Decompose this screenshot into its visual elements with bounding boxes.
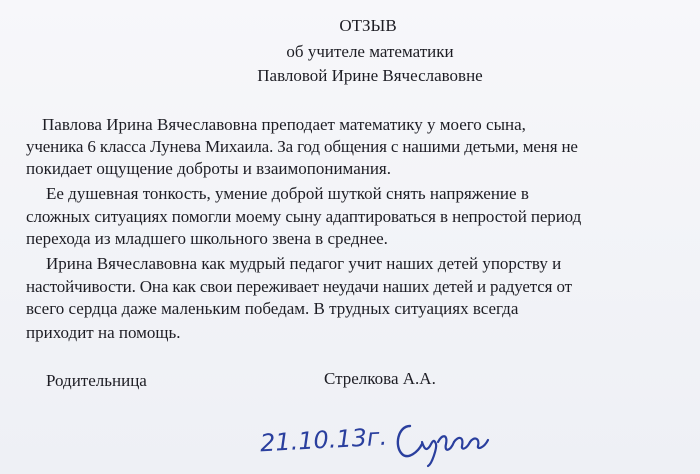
body-line: сложных ситуациях помогли моему сыну адаптироваться в непростой период xyxy=(26,207,582,226)
body-line: всего сердца даже маленьким победам. В трудных ситуациях всегда xyxy=(26,299,519,318)
handwritten-signature xyxy=(388,412,498,470)
document-subtitle-line-2: Павловой Ирине Вячеславовне xyxy=(257,66,483,85)
document-subtitle-line-1: об учителе математики xyxy=(286,42,454,61)
body-line: ученика 6 класса Лунева Михаила. За год общения с нашими детьми, меня не xyxy=(26,137,578,156)
body-line: Павлова Ирина Вячеславовна преподает математику у моего сына, xyxy=(42,115,526,134)
signer-role: Родительница xyxy=(46,371,147,390)
body-line: Ее душевная тонкость, умение доброй шуткой снять напряжение в xyxy=(46,184,529,203)
body-line: приходит на помощь. xyxy=(26,323,181,342)
body-line: настойчивости. Она как свои переживает неудачи наших детей и радуется от xyxy=(26,277,572,296)
body-line: перехода из младшего школьного звена в среднее. xyxy=(26,229,388,248)
document-title: ОТЗЫВ xyxy=(339,16,397,35)
body-line: покидает ощущение доброты и взаимопонимания. xyxy=(26,159,392,178)
handwritten-date: 21.10.13г. xyxy=(259,422,388,458)
body-line: Ирина Вячеславовна как мудрый педагог учит наших детей упорству и xyxy=(46,254,562,273)
signer-name: Стрелкова А.А. xyxy=(324,369,436,388)
